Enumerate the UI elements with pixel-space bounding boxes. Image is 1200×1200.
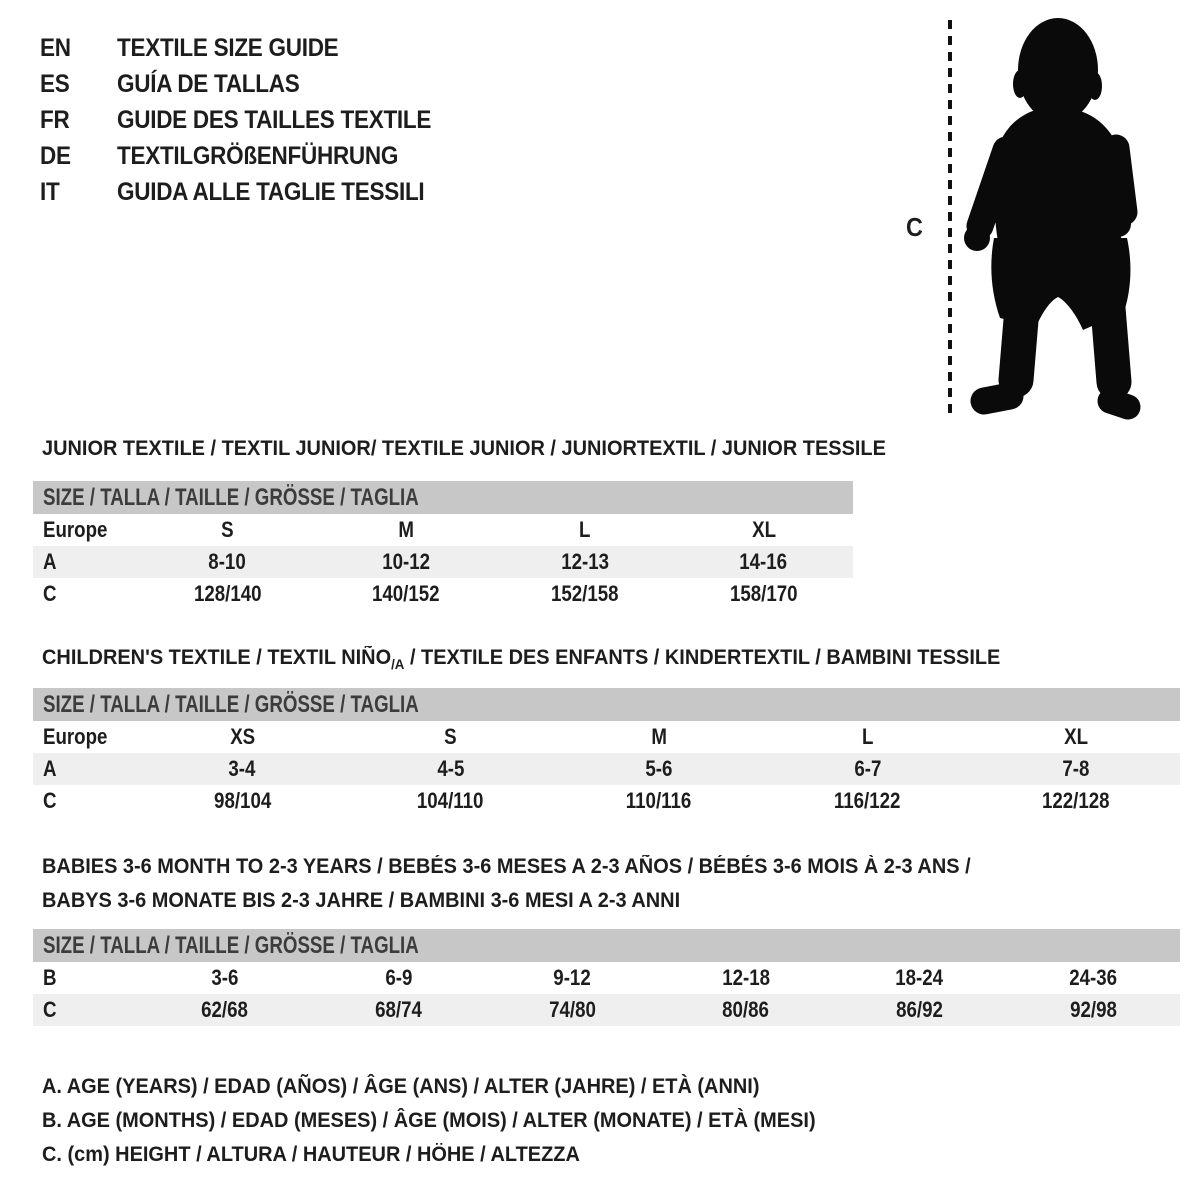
size-cell: 24-36	[1069, 965, 1118, 990]
size-cell: XS	[229, 724, 255, 749]
size-cell: 3-6	[211, 965, 239, 990]
size-cell: XL	[1063, 724, 1088, 749]
size-cell: 8-10	[208, 549, 247, 574]
heading-text: JUNIOR TEXTILE / TEXTIL JUNIOR/ TEXTILE JUNIOR / JUNIORTEXTIL / JUNIOR TESSILE	[42, 437, 886, 460]
footnotes-block	[42, 1070, 856, 1172]
size-cell: 158/170	[729, 581, 798, 606]
table-row	[33, 546, 853, 578]
language-block	[40, 30, 466, 210]
size-cell: S	[444, 724, 457, 749]
table-row	[33, 962, 1180, 994]
section-heading-line	[42, 436, 886, 462]
language-code: FR	[40, 105, 70, 134]
size-cell: 12-13	[560, 549, 609, 574]
section-heading-line: BABYS 3-6 MONATE BIS 2-3 JAHRE / BAMBINI 3-6 MESI A 2-3 ANNI	[42, 889, 681, 912]
size-cell: 122/128	[1042, 788, 1110, 813]
heading-subscript: /A	[391, 656, 405, 672]
size-cell: 74/80	[548, 997, 596, 1022]
size-table	[33, 929, 1180, 1026]
footnote-line: B. AGE (MONTHS) / EDAD (MESES) / ÂGE (MOIS) / ALTER (MONATE) / ETÀ (MESI)	[42, 1109, 816, 1132]
language-item	[40, 102, 466, 138]
language-code: EN	[40, 33, 71, 62]
size-cell: 3-4	[228, 756, 256, 781]
size-cell: 10-12	[382, 549, 431, 574]
size-cell: M	[651, 724, 667, 749]
size-table-header: SIZE / TALLA / TAILLE / GRÖSSE / TAGLIA	[33, 688, 1180, 721]
table-row	[33, 994, 1180, 1026]
size-cell: 92/98	[1069, 997, 1117, 1022]
section-heading	[42, 436, 886, 462]
toddler-silhouette	[930, 0, 1160, 430]
size-cell: 4-5	[437, 756, 465, 781]
section-babies	[33, 850, 1180, 1026]
language-title: GUIDA ALLE TAGLIE TESSILI	[117, 177, 425, 206]
row-label: A	[43, 549, 57, 574]
size-cell: 12-18	[721, 965, 770, 990]
language-item	[40, 30, 466, 66]
table-row	[33, 578, 853, 610]
section-heading	[42, 645, 1180, 671]
language-title: GUIDE DES TAILLES TEXTILE	[117, 105, 432, 134]
size-cell: L	[861, 724, 874, 749]
row-label: C	[43, 788, 57, 813]
size-cell: 116/122	[834, 788, 901, 813]
section-heading-line: BABIES 3-6 MONTH TO 2-3 YEARS / BEBÉS 3-6 MESES A 2-3 AÑOS / BÉBÉS 3-6 MOIS À 2-3 ANS /	[42, 855, 971, 878]
size-cell: M	[398, 517, 414, 542]
row-label: C	[43, 997, 57, 1022]
language-title: TEXTILGRÖßENFÜHRUNG	[117, 141, 399, 170]
size-cell: 14-16	[739, 549, 788, 574]
size-cell: XL	[751, 517, 776, 542]
measure-label-c: C	[906, 212, 923, 242]
size-cell: 110/116	[626, 788, 692, 813]
size-table	[33, 688, 1180, 817]
size-cell: 5-6	[645, 756, 673, 781]
row-label: Europe	[43, 517, 108, 542]
size-table-header: SIZE / TALLA / TAILLE / GRÖSSE / TAGLIA	[33, 929, 1180, 962]
size-cell: 68/74	[375, 997, 422, 1022]
section-junior	[33, 436, 886, 610]
size-table-header: SIZE / TALLA / TAILLE / GRÖSSE / TAGLIA	[33, 481, 853, 514]
size-cell: 98/104	[213, 788, 271, 813]
row-label: B	[43, 965, 57, 990]
language-item	[40, 174, 466, 210]
heading-text: CHILDREN'S TEXTILE / TEXTIL NIÑO	[42, 646, 392, 669]
language-code: IT	[40, 177, 60, 206]
table-row	[33, 721, 1180, 753]
language-code: ES	[40, 69, 70, 98]
size-cell: 9-12	[553, 965, 591, 990]
table-row	[33, 785, 1180, 817]
language-item	[40, 138, 466, 174]
size-cell: 6-7	[853, 756, 881, 781]
size-cell: 7-8	[1062, 756, 1090, 781]
size-cell: 104/110	[417, 788, 484, 813]
language-title: TEXTILE SIZE GUIDE	[117, 33, 339, 62]
table-row	[33, 514, 853, 546]
language-title: GUÍA DE TALLAS	[117, 69, 300, 98]
row-label: Europe	[43, 724, 108, 749]
size-cell: S	[221, 517, 234, 542]
language-item	[40, 66, 466, 102]
language-code: DE	[40, 141, 71, 170]
row-label: A	[43, 756, 57, 781]
size-table	[33, 481, 853, 610]
row-label: C	[43, 581, 57, 606]
size-cell: 128/140	[193, 581, 262, 606]
size-cell: 86/92	[896, 997, 943, 1022]
footnote-line: C. (cm) HEIGHT / ALTURA / HAUTEUR / HÖHE / ALTEZZA	[42, 1143, 580, 1166]
size-cell: 18-24	[895, 965, 944, 990]
section-heading	[42, 850, 1180, 918]
size-cell: 6-9	[384, 965, 413, 990]
size-cell: 62/68	[201, 997, 249, 1022]
heading-text: / TEXTILE DES ENFANTS / KINDERTEXTIL / BAMBINI TESSILE	[404, 646, 1001, 669]
size-cell: 140/152	[372, 581, 440, 606]
section-heading-line	[42, 645, 1180, 671]
section-children	[33, 645, 1180, 817]
size-cell: L	[579, 517, 591, 542]
footnote-line: A. AGE (YEARS) / EDAD (AÑOS) / ÂGE (ANS) / ALTER (JAHRE) / ETÀ (ANNI)	[42, 1075, 760, 1098]
size-cell: 152/158	[551, 581, 619, 606]
table-row	[33, 753, 1180, 785]
size-cell: 80/86	[722, 997, 770, 1022]
